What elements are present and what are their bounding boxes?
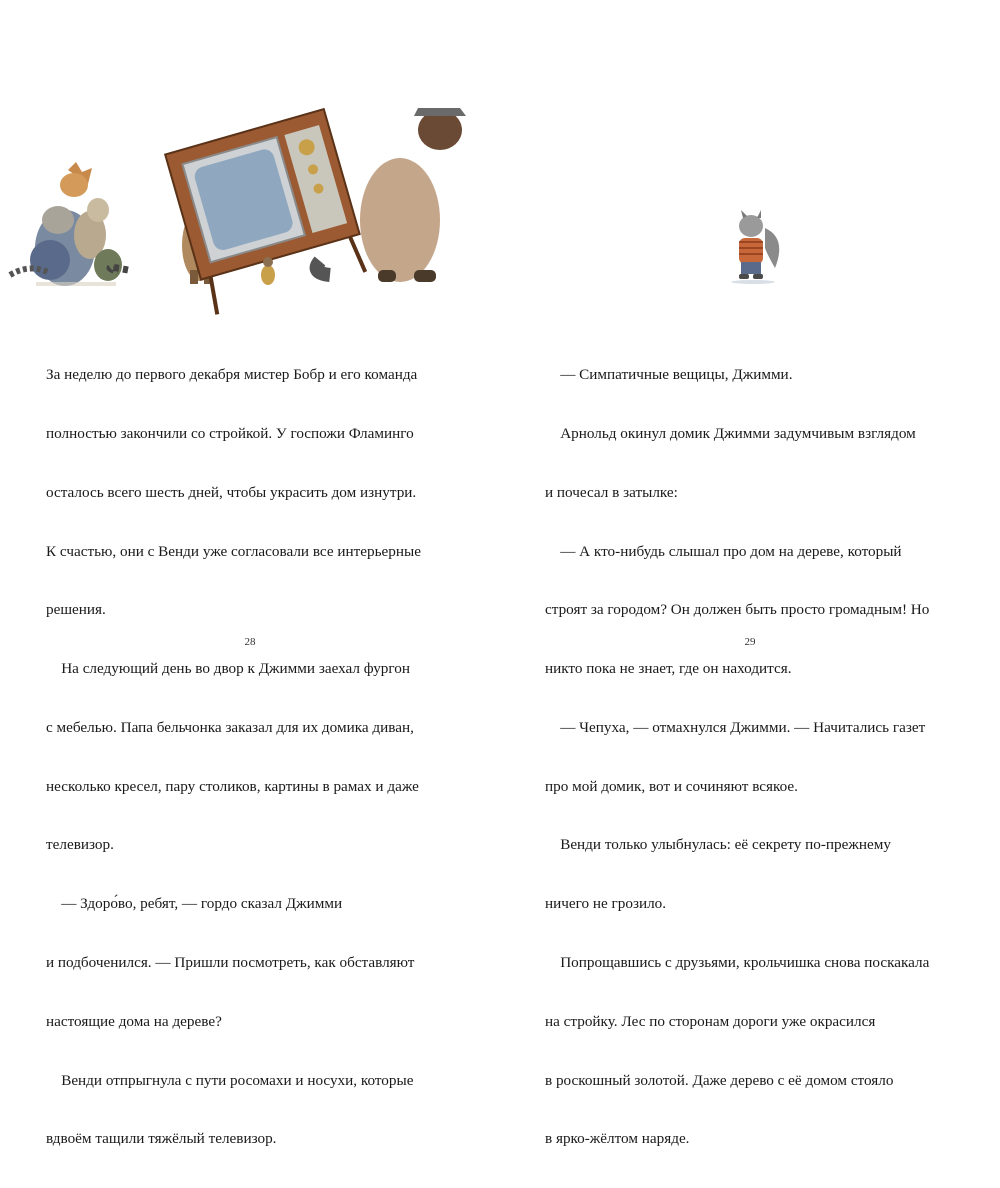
left-page — [0, 0, 500, 1148]
text-line: — Симпатичные вещицы, Джимми. — [545, 366, 793, 384]
illustration-animals-carrying-tv — [10, 70, 480, 290]
illustration-squirrel — [725, 208, 785, 288]
text-line: Попрощавшись с друзьями, крольчишка снова поскакала — [545, 954, 930, 971]
text-line: осталось всего шесть дней, чтобы украсить дом изнутри. — [46, 483, 417, 501]
text-line: с мебелью. Папа бельчонка заказал для их домика диван, — [46, 718, 414, 736]
text-line: про мой домик, вот и сочиняют всякое. — [545, 777, 798, 795]
text-line: строят за городом? Он должен быть просто громадным! Но — [545, 601, 930, 619]
text-line: За неделю до первого декабря мистер Бобр и его команда — [46, 366, 418, 384]
text-line: в ярко-жёлтом наряде. — [545, 1130, 690, 1148]
text-line: и подбоченился. — Пришли посмотреть, как обставляют — [46, 954, 415, 971]
text-line: вдвоём тащили тяжёлый телевизор. — [46, 1130, 277, 1148]
right-page — [500, 0, 1000, 1148]
small-creature — [261, 257, 275, 285]
page-number: 29 — [744, 636, 756, 648]
text-line: телевизор. — [46, 836, 114, 854]
text-line: на стройку. Лес по сторонам дороги уже окрасился — [545, 1012, 876, 1030]
text-line: — Здоро́во, ребят, — гордо сказал Джимми — [46, 895, 343, 913]
text-line: На следующий день во двор к Джимми заехал фургон — [46, 660, 410, 678]
text-line: и почесал в затылке: — [545, 483, 678, 501]
text-line: в роскошный золотой. Даже дерево с её домом стояло — [545, 1071, 894, 1089]
text-line: Венди только улыбнулась: её секрету по-прежнему — [545, 836, 891, 854]
text-line: ничего не грозило. — [545, 895, 667, 913]
text-line: Арнольд окинул домик Джимми задумчивым взглядом — [545, 424, 916, 442]
right-page-text — [545, 326, 929, 1188]
page-number: 28 — [244, 636, 256, 648]
text-line: — Чепуха, — отмахнулся Джимми. — Начитались газет — [545, 718, 926, 736]
text-line: полностью закончили со стройкой. У госпожи Фламинго — [46, 424, 414, 442]
animal-group — [10, 162, 122, 286]
text-line: К счастью, они с Венди уже согласовали все интерьерные — [46, 542, 421, 560]
text-line: никто пока не знает, где он находится. — [545, 660, 792, 678]
left-page-text — [46, 326, 421, 1188]
text-line: несколько кресел, пару столиков, картины в рамах и даже — [46, 777, 419, 795]
text-line: Венди отпрыгнула с пути росомахи и носухи, которые — [46, 1071, 414, 1089]
text-line: — А кто-нибудь слышал про дом на дереве, который — [545, 542, 902, 560]
text-line: настоящие дома на дереве? — [46, 1012, 222, 1030]
text-line: решения. — [46, 601, 106, 619]
television — [165, 109, 370, 316]
